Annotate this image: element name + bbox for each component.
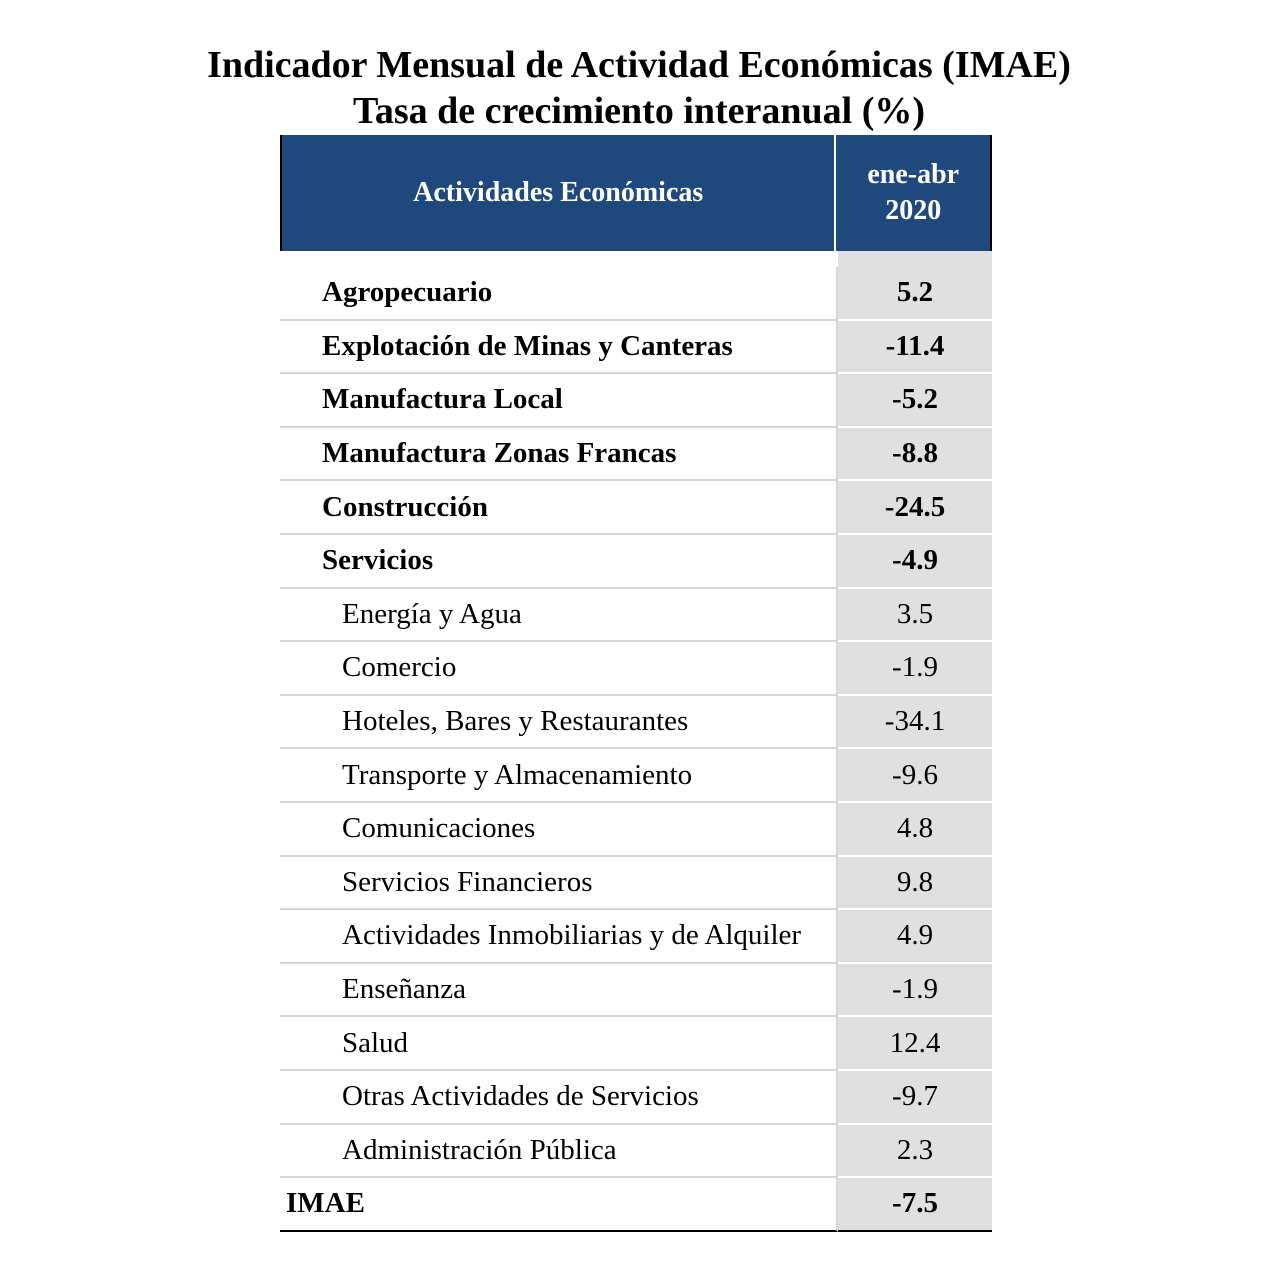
row-label: Comercio xyxy=(280,642,838,696)
header-period-line-2: 2020 xyxy=(885,195,942,226)
row-label: Transporte y Almacenamiento xyxy=(280,749,838,803)
row-label: Administración Pública xyxy=(280,1125,838,1179)
row-value: 4.8 xyxy=(838,803,992,857)
header-activity: Actividades Económicas xyxy=(282,135,836,251)
table-header xyxy=(280,135,992,251)
table-row xyxy=(280,589,992,643)
row-label: Hoteles, Bares y Restaurantes xyxy=(280,696,838,750)
table-row xyxy=(280,1017,992,1071)
table-row xyxy=(280,267,992,321)
title-line-2: Tasa de crecimiento interanual (%) xyxy=(352,90,926,132)
imae-table xyxy=(280,135,992,1232)
row-value: -24.5 xyxy=(838,481,992,535)
row-value: 4.9 xyxy=(838,910,992,964)
table-row xyxy=(280,696,992,750)
row-label: Actividades Inmobiliarias y de Alquiler xyxy=(280,910,838,964)
table-row xyxy=(280,428,992,482)
row-value: -7.5 xyxy=(838,1178,992,1232)
row-value: -1.9 xyxy=(838,642,992,696)
table-spacer xyxy=(280,251,992,267)
row-label: Otras Actividades de Servicios xyxy=(280,1071,838,1125)
row-label: Energía y Agua xyxy=(280,589,838,643)
row-label: Servicios xyxy=(280,535,838,589)
row-value: -4.9 xyxy=(838,535,992,589)
table-row xyxy=(280,535,992,589)
row-value: 9.8 xyxy=(838,857,992,911)
row-value: 12.4 xyxy=(838,1017,992,1071)
table-row xyxy=(280,374,992,428)
table-row xyxy=(280,321,992,375)
table-row xyxy=(280,803,992,857)
row-value: -9.6 xyxy=(838,749,992,803)
table-row xyxy=(280,910,992,964)
row-value: 2.3 xyxy=(838,1125,992,1179)
row-value: 5.2 xyxy=(838,267,992,321)
row-label: Salud xyxy=(280,1017,838,1071)
document-title xyxy=(0,42,1278,134)
table-row xyxy=(280,481,992,535)
table-row-total xyxy=(280,1178,992,1232)
row-label: Construcción xyxy=(280,481,838,535)
row-label: Servicios Financieros xyxy=(280,857,838,911)
row-value: -8.8 xyxy=(838,428,992,482)
row-value: -34.1 xyxy=(838,696,992,750)
row-label: Explotación de Minas y Canteras xyxy=(280,321,838,375)
row-label: Manufactura Zonas Francas xyxy=(280,428,838,482)
table-body xyxy=(280,267,992,1178)
row-label: Enseñanza xyxy=(280,964,838,1018)
row-value: -1.9 xyxy=(838,964,992,1018)
row-value: -5.2 xyxy=(838,374,992,428)
row-label: Comunicaciones xyxy=(280,803,838,857)
table-row xyxy=(280,857,992,911)
title-line-1: Indicador Mensual de Actividad Económicas (IMAE) xyxy=(207,44,1071,86)
header-period xyxy=(836,135,990,251)
row-value: -11.4 xyxy=(838,321,992,375)
row-label: Manufactura Local xyxy=(280,374,838,428)
table-row xyxy=(280,642,992,696)
header-period-line-1: ene-abr xyxy=(867,159,960,190)
table-row xyxy=(280,1071,992,1125)
row-label: IMAE xyxy=(280,1178,838,1232)
table-row xyxy=(280,749,992,803)
row-value: -9.7 xyxy=(838,1071,992,1125)
table-row xyxy=(280,1125,992,1179)
row-value: 3.5 xyxy=(838,589,992,643)
row-label: Agropecuario xyxy=(280,267,838,321)
table-row xyxy=(280,964,992,1018)
